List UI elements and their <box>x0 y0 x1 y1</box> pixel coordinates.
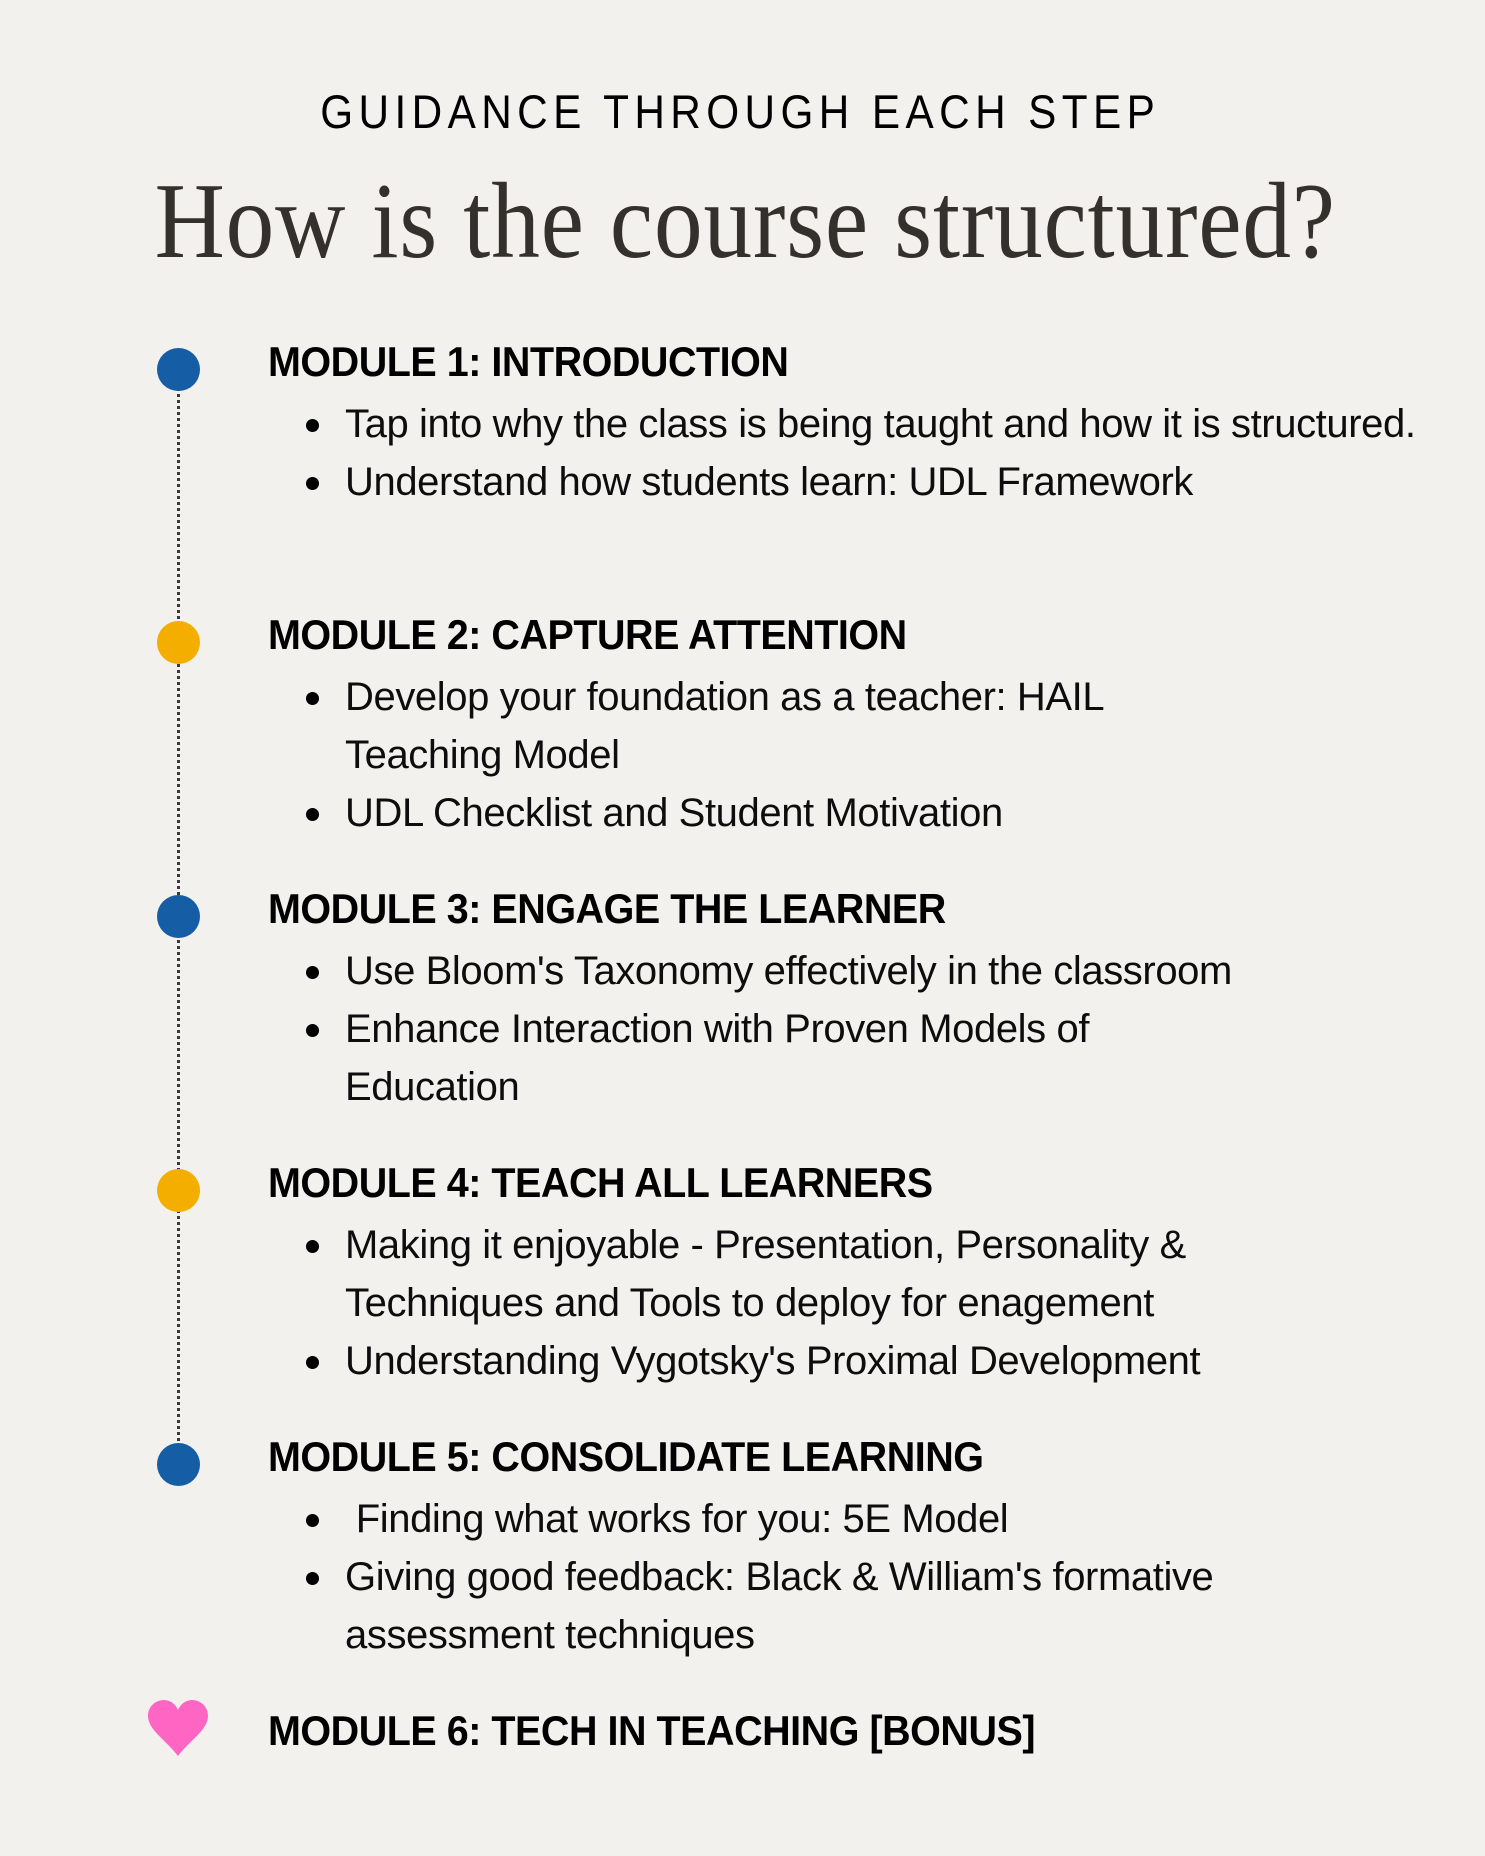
module-items <box>268 942 1418 1116</box>
module-6 <box>268 1706 1418 1756</box>
module-title: MODULE 4: TEACH ALL LEARNERS <box>268 1159 933 1206</box>
list-item: Develop your foundation as a teacher: HAIL Teaching Model <box>268 668 1245 784</box>
heart-icon <box>146 1700 210 1758</box>
module-2 <box>268 610 1418 842</box>
list-item: Understanding Vygotsky's Proximal Development <box>268 1332 1418 1390</box>
module-items <box>268 1490 1418 1664</box>
list-item: UDL Checklist and Student Motivation <box>268 784 1418 842</box>
list-item: Finding what works for you: 5E Model <box>268 1490 1418 1548</box>
module-title: MODULE 2: CAPTURE ATTENTION <box>268 611 907 658</box>
list-item: Giving good feedback: Black & William's formative assessment techniques <box>268 1548 1355 1664</box>
module-title: MODULE 6: TECH IN TEACHING [BONUS] <box>268 1707 1036 1754</box>
list-item: Use Bloom's Taxonomy effectively in the classroom <box>268 942 1418 1000</box>
module-2-yellow-dot-icon <box>157 621 200 664</box>
module-1-blue-dot-icon <box>157 348 200 391</box>
module-1 <box>268 337 1418 511</box>
list-item: Tap into why the class is being taught and how it is structured. <box>268 395 1425 453</box>
module-3-blue-dot-icon <box>157 895 200 938</box>
module-5-blue-dot-icon <box>157 1443 200 1486</box>
list-item: Enhance Interaction with Proven Models of Education <box>268 1000 1225 1116</box>
module-title: MODULE 3: ENGAGE THE LEARNER <box>268 885 946 932</box>
module-title: MODULE 5: CONSOLIDATE LEARNING <box>268 1433 984 1480</box>
module-3 <box>268 884 1418 1116</box>
module-5 <box>268 1432 1418 1664</box>
list-item: Making it enjoyable - Presentation, Personality & Techniques and Tools to deploy for enagement <box>268 1216 1365 1332</box>
module-4-yellow-dot-icon <box>157 1169 200 1212</box>
module-title: MODULE 1: INTRODUCTION <box>268 338 789 385</box>
eyebrow-heading: GUIDANCE THROUGH EACH STEP <box>320 85 1161 138</box>
page-title: How is the course structured? <box>154 162 1336 281</box>
module-items <box>268 1216 1418 1390</box>
module-4 <box>268 1158 1418 1390</box>
module-items <box>268 395 1418 511</box>
list-item: Understand how students learn: UDL Framework <box>268 453 1418 511</box>
module-items <box>268 668 1418 842</box>
